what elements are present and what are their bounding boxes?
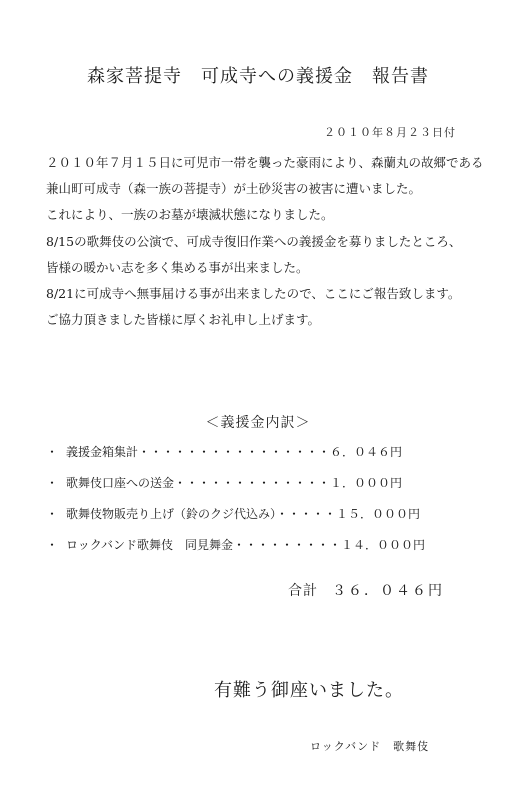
body-line: 8/21に可成寺へ無事届ける事が出来ましたので、ここにご報告致します。	[46, 285, 461, 301]
breakdown-item-text: ロックバンド歌舞伎 同見舞金・・・・・・・・・１４．０００円	[66, 538, 426, 552]
total-row	[288, 580, 444, 600]
body-line: ご協力頂きました皆様に厚くお礼申し上げます。	[46, 312, 321, 328]
bullet-mark: ・	[46, 507, 59, 521]
body-line: 8/15の歌舞伎の公演で、可成寺復旧作業への義援金を募りましたところ、	[46, 233, 462, 249]
breakdown-item-text: 歌舞伎口座への送金・・・・・・・・・・・・・１．０００円	[66, 476, 403, 490]
bullet-mark: ・	[46, 538, 59, 552]
body-line: 兼山町可成寺（森一族の菩提寺）が土砂災害の被害に遭いました。	[46, 181, 422, 197]
breakdown-title: ＜義援金内訳＞	[205, 415, 311, 431]
breakdown-item	[46, 536, 446, 567]
breakdown-item-text: 歌舞伎物販売り上げ（鈴のクジ代込み）・・・・・１５．０００円	[66, 507, 421, 521]
bullet-mark: ・	[46, 445, 59, 459]
total-amount: ３６．０４６円	[332, 583, 444, 599]
bullet-mark: ・	[46, 476, 59, 490]
body-line: 皆様の暖かい志を多く集める事が出来ました。	[46, 259, 309, 275]
breakdown-item	[46, 505, 446, 536]
breakdown-item-text: 義援金箱集計・・・・・・・・・・・・・・・・６．０４６円	[66, 445, 403, 459]
document-date: ２０１０年８月２３日付	[324, 126, 456, 139]
breakdown-list	[46, 443, 446, 567]
closing-message: 有難う御座いました。	[214, 680, 404, 701]
total-label: 合計	[288, 583, 318, 599]
document-title: 森家菩提寺 可成寺への義援金 報告書	[87, 66, 429, 87]
breakdown-item	[46, 474, 446, 505]
breakdown-item	[46, 443, 446, 474]
body-line: これにより、一族のお墓が壊滅状態になりました。	[46, 207, 334, 223]
body-line: ２０１０年７月１５日に可児市一帯を襲った豪雨により、森蘭丸の故郷である	[46, 155, 484, 170]
report-body	[46, 154, 486, 337]
signature: ロックバンド 歌舞伎	[310, 740, 430, 753]
